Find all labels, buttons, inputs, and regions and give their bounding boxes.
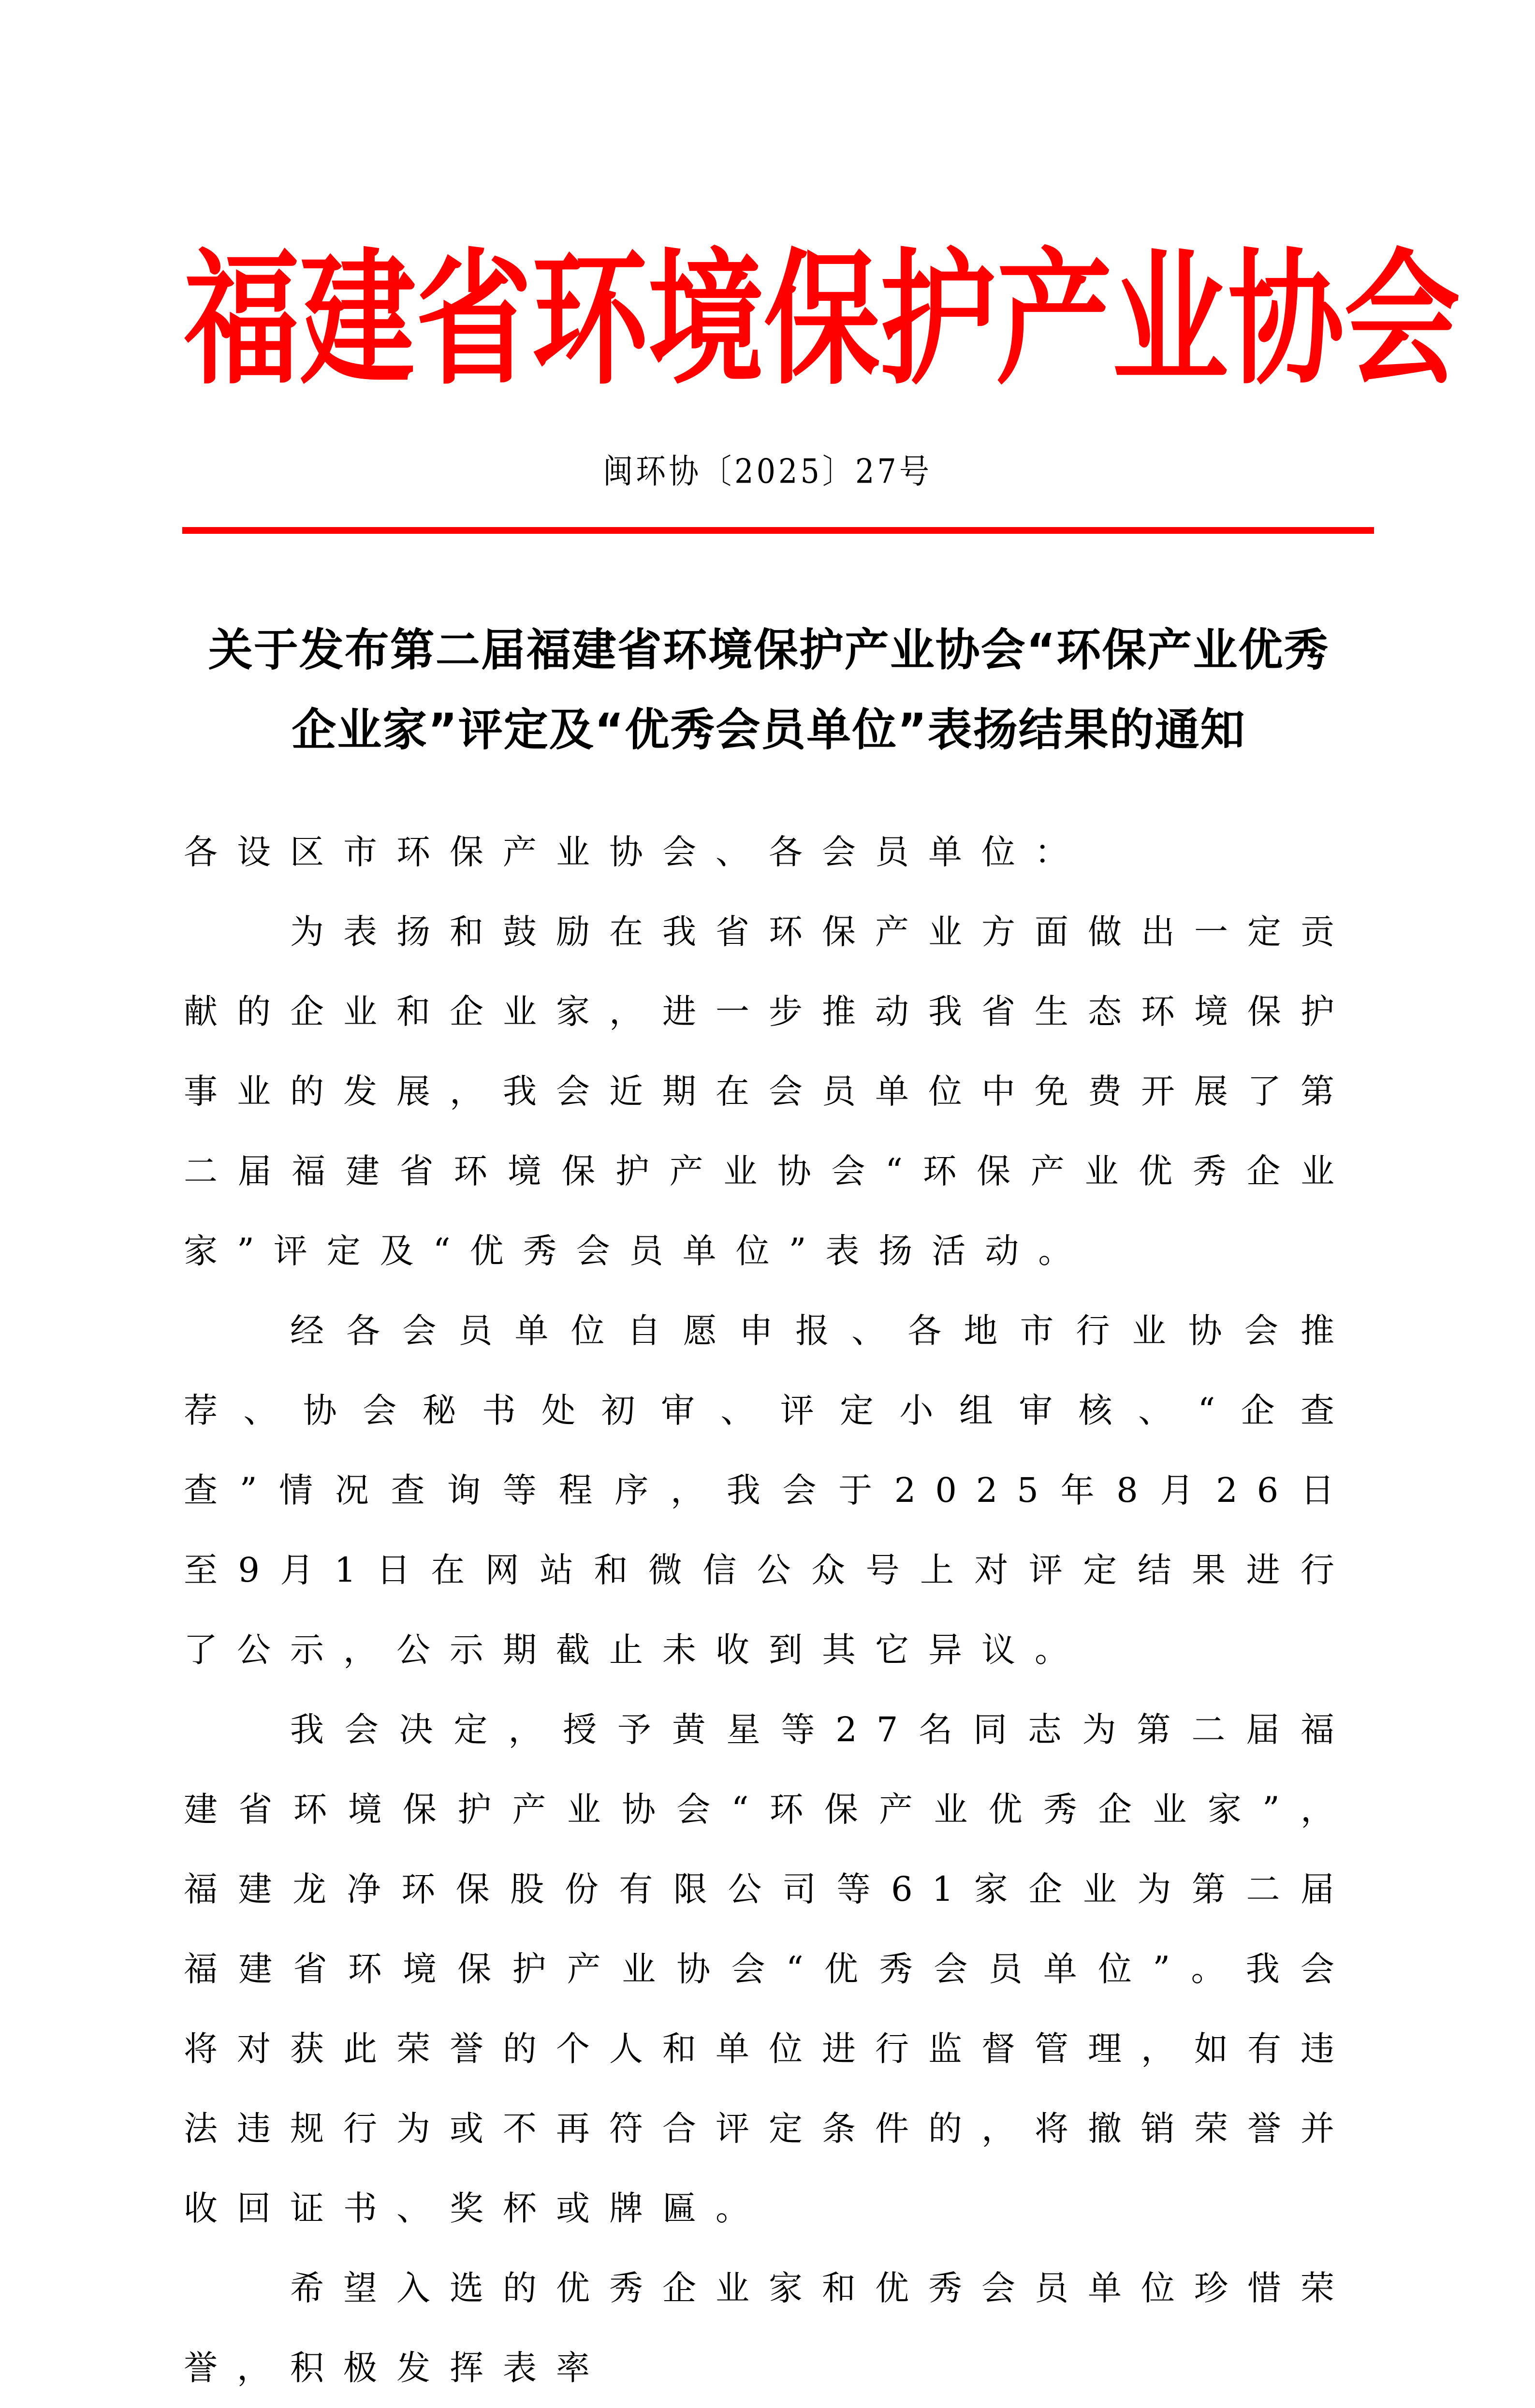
- masthead-char: 协: [1228, 234, 1345, 405]
- document-number-text: 闽环协〔2025〕27号: [603, 451, 932, 491]
- body-paragraph: 经各会员单位自愿申报、各地市行业协会推荐、协会秘书处初审、评定小组审核、“企查查”情况查询等程序，我会于2025年8月26日至9月1日在网站和微信公众号上对评定结果进行了公示，公示期截止未收到其它异议。: [184, 1311, 1354, 1670]
- notice-title-line-2: 企业家”评定及“优秀会员单位”表扬结果的通知: [292, 704, 1246, 756]
- body-paragraph: 希望入选的优秀企业家和优秀会员单位珍惜荣誉，积极发挥表率: [184, 2268, 1354, 2388]
- masthead-char: 保: [764, 234, 880, 405]
- masthead-char: 境: [648, 234, 764, 405]
- notice-title: [179, 610, 1359, 770]
- masthead-char: 业: [1112, 234, 1228, 405]
- body-paragraph: 我会决定，授予黄星等27名同志为第二届福建省环境保护产业协会“环保产业优秀企业家”，福建龙净环保股份有限公司等61家企业为第二届福建省环境保护产业协会“优秀会员单位”。我会将对获此荣誉的个人和单位进行监督管理，如有违法违规行为或不再符合评定条件的，将撤销荣誉并收回证书、奖杯或牌匾。: [184, 1710, 1354, 2228]
- notice-title-line-1: 关于发布第二届福建省环境保护产业协会“环保产业优秀: [208, 624, 1330, 676]
- masthead-char: 环: [532, 234, 648, 405]
- masthead-char: 建: [300, 234, 416, 405]
- masthead-title: [184, 234, 1461, 405]
- salutation: 各设区市环保产业协会、各会员单位：: [184, 832, 1088, 872]
- masthead-char: 福: [184, 234, 300, 405]
- notice-body: [184, 812, 1354, 2408]
- red-divider-rule: [182, 527, 1374, 534]
- masthead-char: 会: [1344, 234, 1461, 405]
- masthead-char: 产: [996, 234, 1112, 405]
- masthead-char: 省: [416, 234, 532, 405]
- document-number: [0, 452, 1535, 491]
- body-paragraph: 为表扬和鼓励在我省环保产业方面做出一定贡献的企业和企业家，进一步推动我省生态环境保护事业的发展，我会近期在会员单位中免费开展了第二届福建省环境保护产业协会“环保产业优秀企业家”评定及“优秀会员单位”表扬活动。: [184, 912, 1354, 1271]
- masthead-char: 护: [880, 234, 996, 405]
